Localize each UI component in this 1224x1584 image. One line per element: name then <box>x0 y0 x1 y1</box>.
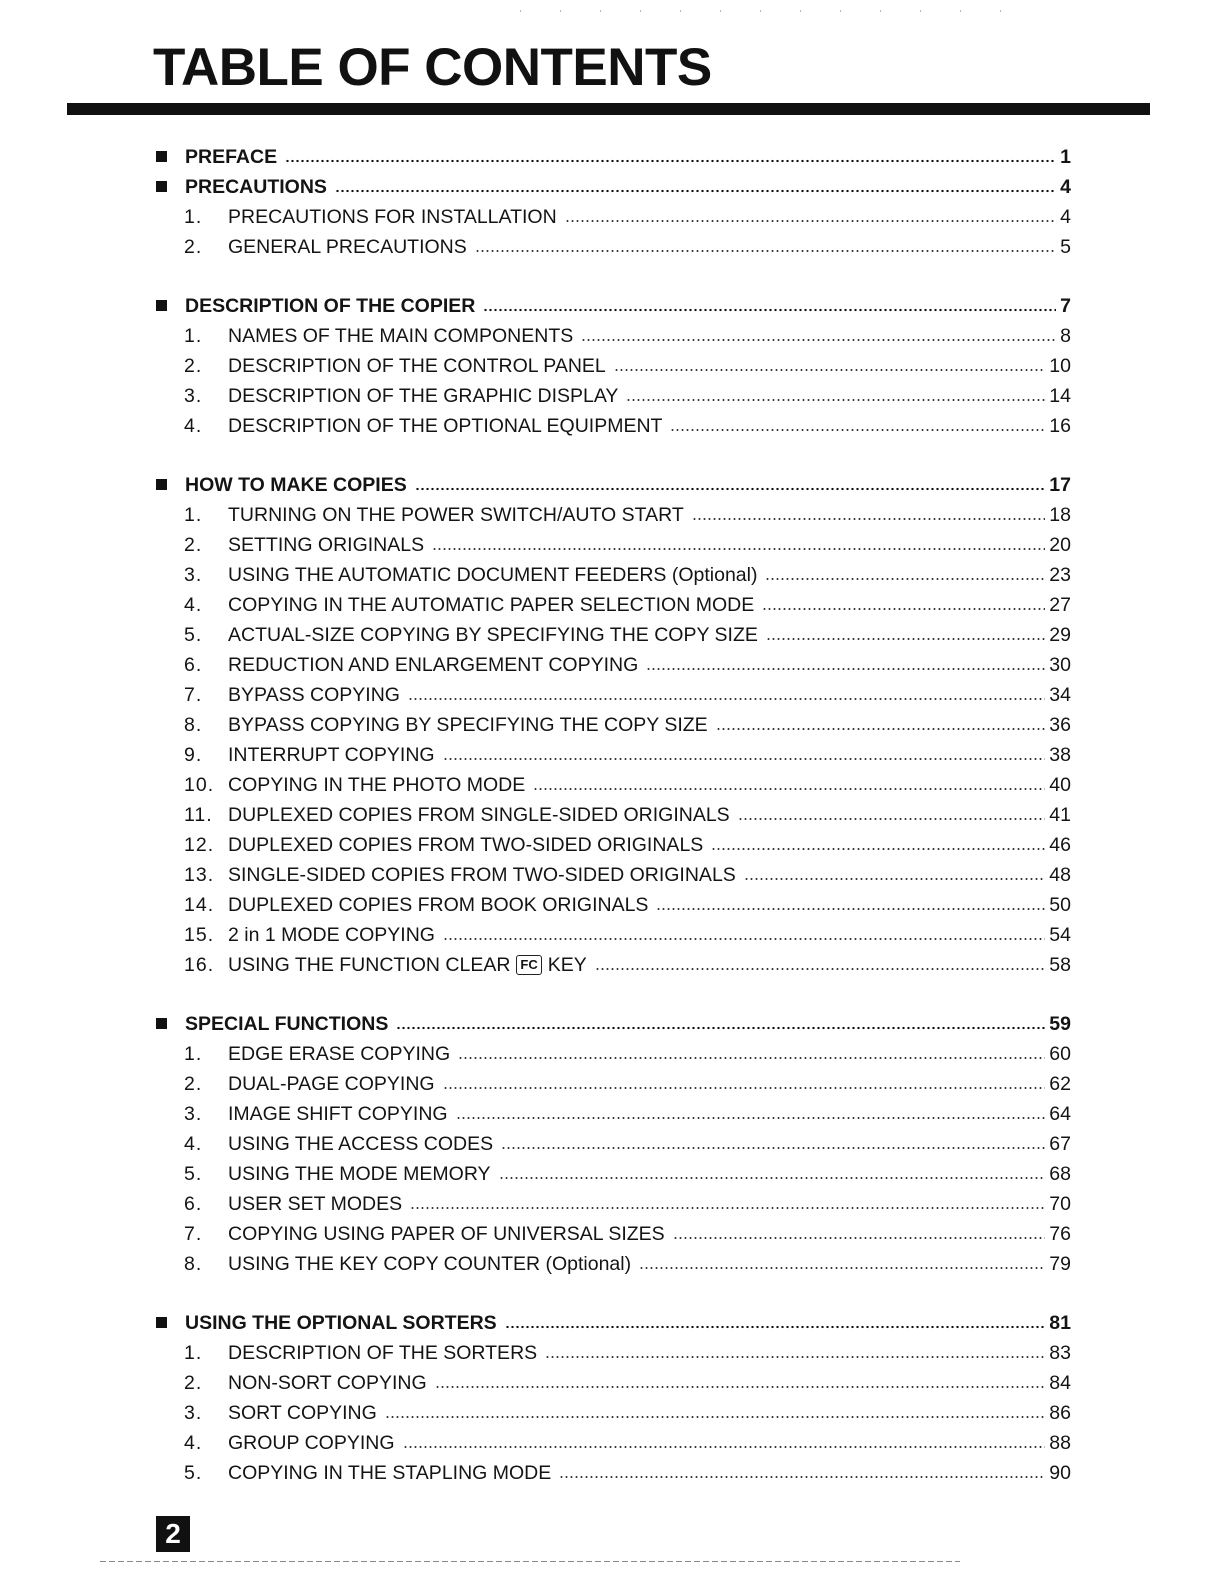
dot-leader <box>483 304 1056 312</box>
entry-label: SORT COPYING <box>228 1402 377 1424</box>
dot-leader <box>396 1022 1045 1030</box>
toc-entry[interactable] <box>0 1189 1071 1219</box>
dot-leader <box>435 1381 1046 1389</box>
bullet-square-icon <box>156 300 167 311</box>
entry-number: 6. <box>184 654 203 676</box>
toc-section-heading[interactable] <box>0 470 1071 500</box>
section-page: 17 <box>1049 474 1071 496</box>
entry-label: DUPLEXED COPIES FROM TWO-SIDED ORIGINALS <box>228 834 704 856</box>
entry-number: 13. <box>184 864 215 886</box>
section-title: PRECAUTIONS <box>185 176 327 198</box>
entry-label: GROUP COPYING <box>228 1432 395 1454</box>
entry-number: 4. <box>184 415 203 437</box>
entry-page: 18 <box>1049 504 1071 526</box>
toc-entry[interactable] <box>0 1368 1071 1398</box>
entry-label-suffix: KEY <box>547 954 587 976</box>
entry-label: BYPASS COPYING BY SPECIFYING THE COPY SIZE <box>228 714 708 736</box>
entry-page: 14 <box>1049 385 1071 407</box>
dot-leader <box>738 813 1046 821</box>
entry-page: 27 <box>1049 594 1071 616</box>
entry-page: 38 <box>1049 744 1071 766</box>
entry-label: NAMES OF THE MAIN COMPONENTS <box>228 325 574 347</box>
entry-label: IMAGE SHIFT COPYING <box>228 1103 448 1125</box>
entry-page: 46 <box>1049 834 1071 856</box>
dot-leader <box>716 723 1046 731</box>
toc-entry[interactable] <box>0 1099 1071 1129</box>
entry-number: 1. <box>184 504 203 526</box>
dot-leader <box>565 215 1056 223</box>
entry-label: SETTING ORIGINALS <box>228 534 425 556</box>
entry-number: 3. <box>184 564 203 586</box>
entry-page: 8 <box>1060 325 1071 347</box>
dot-leader <box>505 1321 1046 1329</box>
toc-entry[interactable] <box>0 920 1071 950</box>
entry-page: 76 <box>1049 1223 1071 1245</box>
toc-entry[interactable] <box>0 1338 1071 1368</box>
toc-entry[interactable] <box>0 1129 1071 1159</box>
entry-page: 60 <box>1049 1043 1071 1065</box>
dot-leader <box>656 903 1045 911</box>
entry-number: 11. <box>184 804 213 826</box>
entry-page: 5 <box>1060 236 1071 258</box>
entry-label: USER SET MODES <box>228 1193 403 1215</box>
toc-section <box>0 1009 1224 1279</box>
entry-label: BYPASS COPYING <box>228 684 400 706</box>
dot-leader <box>581 334 1056 342</box>
entry-number: 2. <box>184 355 203 377</box>
bullet-square-icon <box>156 181 167 192</box>
page-number-badge: 2 <box>156 1516 190 1552</box>
entry-page: 58 <box>1049 954 1071 976</box>
dot-leader <box>646 663 1045 671</box>
entry-number: 2. <box>184 534 203 556</box>
section-page: 81 <box>1049 1312 1071 1334</box>
toc-entry[interactable] <box>0 351 1071 381</box>
entry-number: 3. <box>184 385 203 407</box>
toc-entry[interactable] <box>0 710 1071 740</box>
entry-number: 3. <box>184 1402 203 1424</box>
section-page: 1 <box>1060 146 1071 168</box>
section-title: HOW TO MAKE COPIES <box>185 474 407 496</box>
dot-leader <box>499 1172 1046 1180</box>
toc-section <box>0 142 1224 172</box>
entry-label: COPYING USING PAPER OF UNIVERSAL SIZES <box>228 1223 665 1245</box>
entry-number: 16. <box>184 954 215 976</box>
dot-leader <box>595 963 1046 971</box>
toc-entry[interactable] <box>0 770 1071 800</box>
entry-label: DUPLEXED COPIES FROM BOOK ORIGINALS <box>228 894 649 916</box>
entry-number: 12. <box>184 834 215 856</box>
entry-page: 10 <box>1049 355 1071 377</box>
table-of-contents <box>0 142 1224 1517</box>
dot-leader <box>432 543 1045 551</box>
toc-entry[interactable] <box>0 830 1071 860</box>
entry-label: DESCRIPTION OF THE SORTERS <box>228 1342 538 1364</box>
entry-page: 88 <box>1049 1432 1071 1454</box>
toc-section-heading[interactable] <box>0 1009 1071 1039</box>
dot-leader <box>475 245 1056 253</box>
dot-leader <box>639 1262 1045 1270</box>
entry-number: 5. <box>184 624 203 646</box>
toc-entry[interactable] <box>0 590 1071 620</box>
toc-entry[interactable] <box>0 500 1071 530</box>
title-rule <box>67 103 1150 115</box>
entry-label: COPYING IN THE STAPLING MODE <box>228 1462 552 1484</box>
toc-entry[interactable] <box>0 1159 1071 1189</box>
entry-label: USING THE KEY COPY COUNTER (Optional) <box>228 1253 632 1275</box>
function-clear-key-icon: FC <box>516 955 541 975</box>
entry-page: 50 <box>1049 894 1071 916</box>
entry-page: 86 <box>1049 1402 1071 1424</box>
entry-page: 16 <box>1049 415 1071 437</box>
toc-entry[interactable] <box>0 1069 1071 1099</box>
toc-entry[interactable] <box>0 232 1071 262</box>
entry-page: 36 <box>1049 714 1071 736</box>
entry-number: 2. <box>184 1372 203 1394</box>
dot-leader <box>762 603 1045 611</box>
entry-number: 7. <box>184 1223 203 1245</box>
entry-number: 9. <box>184 744 203 766</box>
toc-section <box>0 1308 1224 1488</box>
dot-leader <box>765 573 1045 581</box>
entry-label: COPYING IN THE AUTOMATIC PAPER SELECTION MODE <box>228 594 755 616</box>
entry-page: 20 <box>1049 534 1071 556</box>
toc-entry[interactable] <box>0 530 1071 560</box>
toc-entry[interactable] <box>0 321 1071 351</box>
entry-page: 30 <box>1049 654 1071 676</box>
dot-leader <box>458 1052 1045 1060</box>
entry-number: 4. <box>184 1133 203 1155</box>
entry-number: 2. <box>184 1073 203 1095</box>
entry-label: USING THE FUNCTION CLEAR <box>228 954 511 976</box>
dot-leader <box>501 1142 1045 1150</box>
dot-leader <box>545 1351 1045 1359</box>
dot-leader <box>626 394 1045 402</box>
entry-label: GENERAL PRECAUTIONS <box>228 236 467 258</box>
dot-leader <box>670 424 1045 432</box>
entry-page: 40 <box>1049 774 1071 796</box>
entry-label: DUPLEXED COPIES FROM SINGLE-SIDED ORIGINALS <box>228 804 730 826</box>
bullet-square-icon <box>156 151 167 162</box>
entry-number: 7. <box>184 684 203 706</box>
entry-number: 1. <box>184 325 203 347</box>
section-title: DESCRIPTION OF THE COPIER <box>185 295 476 317</box>
entry-label: USING THE ACCESS CODES <box>228 1133 494 1155</box>
dot-leader <box>443 753 1046 761</box>
toc-entry[interactable] <box>0 740 1071 770</box>
entry-number: 8. <box>184 1253 203 1275</box>
toc-section-heading[interactable] <box>0 1308 1071 1338</box>
entry-label: 2 in 1 MODE COPYING <box>228 924 435 946</box>
entry-page: 64 <box>1049 1103 1071 1125</box>
toc-section <box>0 291 1224 441</box>
entry-number: 15. <box>184 924 215 946</box>
entry-number: 4. <box>184 1432 203 1454</box>
entry-page: 84 <box>1049 1372 1071 1394</box>
entry-label: TURNING ON THE POWER SWITCH/AUTO START <box>228 504 684 526</box>
dot-leader <box>533 783 1045 791</box>
dot-leader <box>443 1082 1046 1090</box>
entry-label: USING THE AUTOMATIC DOCUMENT FEEDERS (Optional) <box>228 564 758 586</box>
entry-page: 68 <box>1049 1163 1071 1185</box>
toc-section-heading[interactable] <box>0 291 1071 321</box>
dot-leader <box>385 1411 1045 1419</box>
toc-entry[interactable] <box>0 950 1071 980</box>
entry-page: 48 <box>1049 864 1071 886</box>
toc-entry[interactable] <box>0 680 1071 710</box>
entry-page: 54 <box>1049 924 1071 946</box>
entry-page: 83 <box>1049 1342 1071 1364</box>
toc-entry[interactable] <box>0 620 1071 650</box>
dot-leader <box>614 364 1046 372</box>
section-title: SPECIAL FUNCTIONS <box>185 1013 389 1035</box>
entry-label: DESCRIPTION OF THE GRAPHIC DISPLAY <box>228 385 619 407</box>
dot-leader <box>673 1232 1046 1240</box>
toc-entry[interactable] <box>0 411 1071 441</box>
dot-leader <box>456 1112 1046 1120</box>
entry-number: 2. <box>184 236 203 258</box>
entry-number: 8. <box>184 714 203 736</box>
dot-leader <box>766 633 1045 641</box>
entry-number: 1. <box>184 1043 203 1065</box>
entry-page: 79 <box>1049 1253 1071 1275</box>
entry-label: INTERRUPT COPYING <box>228 744 435 766</box>
section-page: 59 <box>1049 1013 1071 1035</box>
entry-number: 5. <box>184 1462 203 1484</box>
entry-page: 41 <box>1049 804 1071 826</box>
entry-label: USING THE MODE MEMORY <box>228 1163 491 1185</box>
toc-entry[interactable] <box>0 560 1071 590</box>
bullet-square-icon <box>156 1018 167 1029</box>
entry-label: EDGE ERASE COPYING <box>228 1043 451 1065</box>
entry-page: 23 <box>1049 564 1071 586</box>
dot-leader <box>335 185 1056 193</box>
toc-entry[interactable] <box>0 650 1071 680</box>
toc-entry[interactable] <box>0 202 1071 232</box>
entry-page: 29 <box>1049 624 1071 646</box>
section-page: 4 <box>1060 176 1071 198</box>
toc-entry[interactable] <box>0 1458 1071 1488</box>
toc-entry[interactable] <box>0 1428 1071 1458</box>
dot-leader <box>559 1471 1045 1479</box>
entry-label: DESCRIPTION OF THE CONTROL PANEL <box>228 355 606 377</box>
toc-entry[interactable] <box>0 860 1071 890</box>
entry-number: 5. <box>184 1163 203 1185</box>
entry-label: PRECAUTIONS FOR INSTALLATION <box>228 206 557 228</box>
toc-entry[interactable] <box>0 1249 1071 1279</box>
entry-label: NON-SORT COPYING <box>228 1372 427 1394</box>
bullet-square-icon <box>156 479 167 490</box>
entry-label: ACTUAL-SIZE COPYING BY SPECIFYING THE COPY SIZE <box>228 624 758 646</box>
entry-page: 67 <box>1049 1133 1071 1155</box>
entry-label: SINGLE-SIDED COPIES FROM TWO-SIDED ORIGINALS <box>228 864 736 886</box>
section-title: USING THE OPTIONAL SORTERS <box>185 1312 497 1334</box>
toc-entry[interactable] <box>0 1219 1071 1249</box>
entry-label: DUAL-PAGE COPYING <box>228 1073 435 1095</box>
toc-entry[interactable] <box>0 1039 1071 1069</box>
dot-leader <box>415 483 1046 491</box>
toc-entry[interactable] <box>0 381 1071 411</box>
entry-label: DESCRIPTION OF THE OPTIONAL EQUIPMENT <box>228 415 663 437</box>
entry-number: 3. <box>184 1103 203 1125</box>
page-title: TABLE OF CONTENTS <box>153 38 712 97</box>
section-title: PREFACE <box>185 146 278 168</box>
dot-leader <box>403 1441 1046 1449</box>
entry-label: COPYING IN THE PHOTO MODE <box>228 774 526 796</box>
entry-number: 4. <box>184 594 203 616</box>
entry-label: REDUCTION AND ENLARGEMENT COPYING <box>228 654 639 676</box>
entry-page: 70 <box>1049 1193 1071 1215</box>
toc-section <box>0 470 1224 980</box>
toc-entry[interactable] <box>0 800 1071 830</box>
toc-entry[interactable] <box>0 1398 1071 1428</box>
footer-line <box>100 1561 960 1562</box>
dot-leader <box>408 693 1045 701</box>
toc-section-heading[interactable] <box>0 142 1071 172</box>
entry-page: 90 <box>1049 1462 1071 1484</box>
dot-leader <box>410 1202 1045 1210</box>
dot-leader <box>285 155 1056 163</box>
toc-section <box>0 172 1224 262</box>
dot-leader <box>692 513 1046 521</box>
section-page: 7 <box>1060 295 1071 317</box>
dot-leader <box>744 873 1046 881</box>
entry-number: 1. <box>184 206 203 228</box>
entry-number: 1. <box>184 1342 203 1364</box>
toc-entry[interactable] <box>0 890 1071 920</box>
entry-number: 6. <box>184 1193 203 1215</box>
entry-number: 10. <box>184 774 215 796</box>
entry-number: 14. <box>184 894 215 916</box>
entry-page: 62 <box>1049 1073 1071 1095</box>
toc-section-heading[interactable] <box>0 172 1071 202</box>
entry-page: 4 <box>1060 206 1071 228</box>
bullet-square-icon <box>156 1317 167 1328</box>
dot-leader <box>711 843 1045 851</box>
entry-page: 34 <box>1049 684 1071 706</box>
dot-leader <box>443 933 1045 941</box>
scan-specks <box>520 10 1040 12</box>
